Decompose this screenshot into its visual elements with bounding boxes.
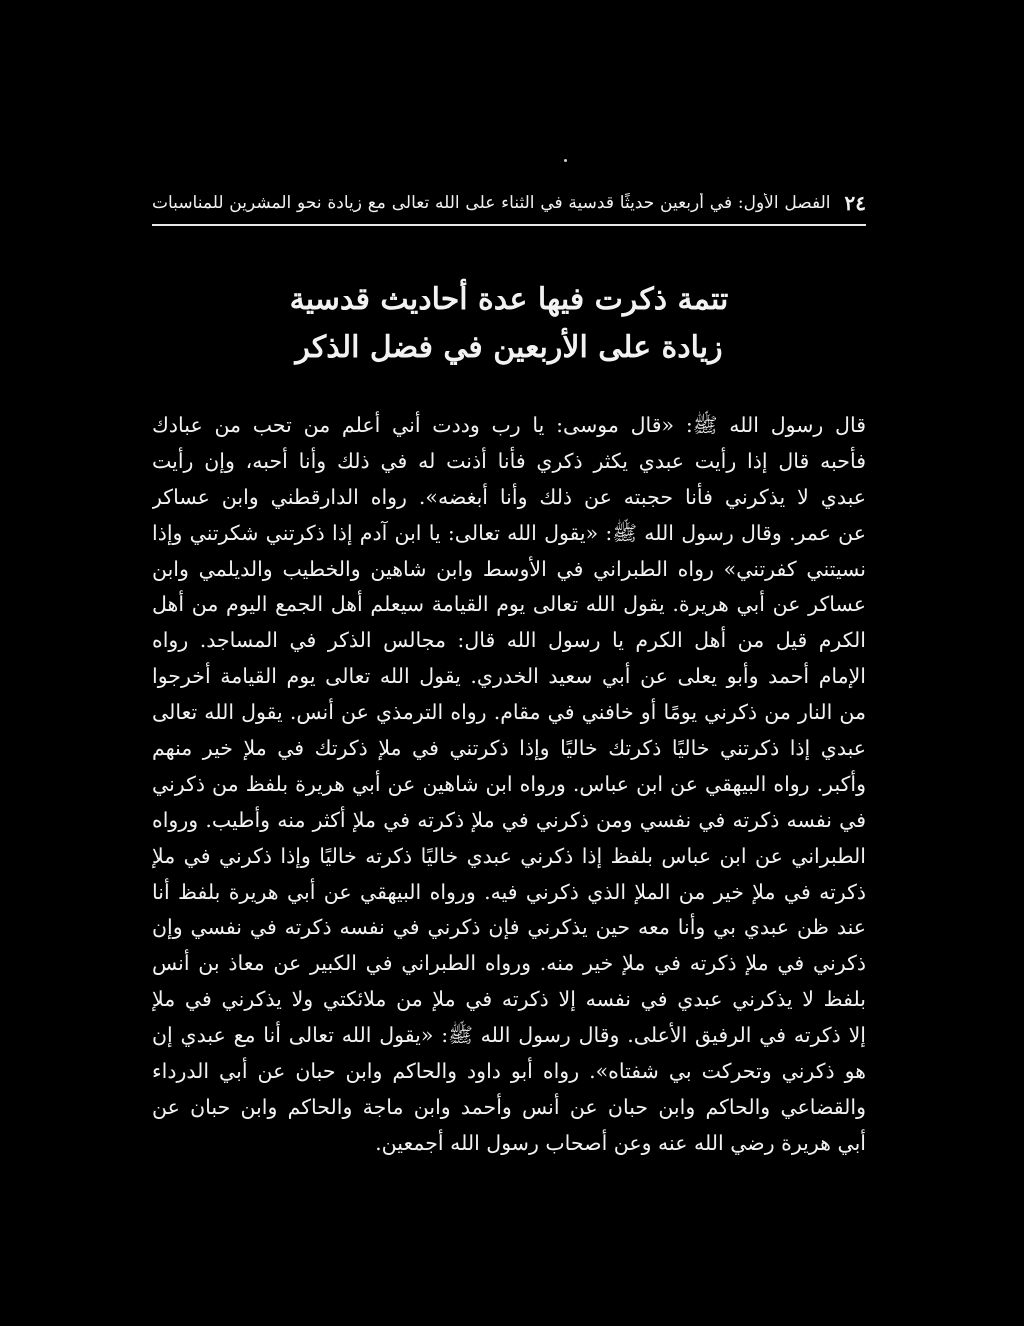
text-line: هو ذكرني وتحركت بي شفتاه». رواه أبو داود والحاكم وابن حبان عن أبي الدرداء xyxy=(152,1059,866,1084)
text-line: إلا ذكرته في الرفيق الأعلى. وقال رسول الله ﷺ: «يقول الله تعالى أنا مع عبدي إن xyxy=(152,1023,866,1048)
text-line: أبي هريرة رضي الله عنه وعن أصحاب رسول الله أجمعين. xyxy=(375,1130,866,1155)
text-line: من النار من ذكرني يومًا أو خافني في مقام. رواه الترمذي عن أنس. يقول الله تعالى xyxy=(152,700,866,725)
text-line: عند ظن عبدي بي وأنا معه حين يذكرني فإن ذكرني في نفسه ذكرته في نفسي وإن xyxy=(152,915,866,940)
text-line: وأكبر. رواه البيهقي عن ابن عباس. ورواه ابن شاهين عن أبي هريرة بلفظ من ذكرني xyxy=(152,771,866,796)
running-title: الفصل الأول: في أربعين حديثًا قدسية في الثناء على الله تعالى مع زيادة نحو المشرين للمناسبات xyxy=(152,193,831,213)
text-line: عبدي إذا ذكرتني خاليًا ذكرتك خاليًا وإذا ذكرتني في ملإ ذكرتك في ملإ خير منهم xyxy=(152,736,866,761)
text-line: الكرم قيل من أهل الكرم يا رسول الله قال: مجالس الذكر في المساجد. رواه xyxy=(152,628,866,653)
text-line: الإمام أحمد وأبو يعلى عن أبي سعيد الخدري. يقول الله تعالى يوم القيامة أخرجوا xyxy=(152,664,866,689)
text-line: عبدي لا يذكرني فأنا حجبته عن ذلك وأنا أبغضه». رواه الدارقطني وابن عساكر xyxy=(152,484,866,509)
text-line: ذكرني في ملإ ذكرته في ملإ خير منه. ورواه الطبراني في الكبير عن معاذ بن أنس xyxy=(152,951,866,976)
text-line: نسيتني كفرتني» رواه الطبراني في الأوسط وابن شاهين والخطيب والديلمي وابن xyxy=(152,556,866,581)
body-text xyxy=(152,408,866,1162)
text-line: ذكرته في ملإ خير من الملإ الذي ذكرني فيه. ورواه البيهقي عن أبي هريرة بلفظ أنا xyxy=(152,879,866,904)
text-line: في نفسه ذكرته في نفسي ومن ذكرني في ملإ ذكرته في ملإ أكثر منه وأطيب. ورواه xyxy=(152,807,866,832)
text-line: الطبراني عن ابن عباس بلفظ إذا ذكرني عبدي خاليًا ذكرته خاليًا وإذا ذكرني في ملإ xyxy=(152,843,866,868)
running-header xyxy=(152,188,866,218)
text-line: عساكر عن أبي هريرة. يقول الله تعالى يوم القيامة سيعلم أهل الجمع اليوم من أهل xyxy=(152,592,866,617)
scan-speck xyxy=(564,159,567,162)
header-rule xyxy=(152,224,866,226)
text-line: فأحبه قال إذا رأيت عبدي يكثر ذكري فأنا أذنت له في ذلك وأنا أحبه، وإن رأيت xyxy=(152,448,866,473)
text-line: عن عمر. وقال رسول الله ﷺ: «يقول الله تعالى: يا ابن آدم إذا ذكرتني شكرتني وإذا xyxy=(152,520,866,545)
page-number: ٢٤ xyxy=(844,191,866,215)
text-line: بلفظ لا يذكرني عبدي في نفسه إلا ذكرته في ملإ من ملائكتي ولا يذكرني في ملإ xyxy=(152,987,866,1012)
chapter-title-line-2: زيادة على الأربعين في فضل الذكر xyxy=(295,330,723,365)
chapter-title-line-1: تتمة ذكرت فيها عدة أحاديث قدسية xyxy=(289,282,729,317)
text-line: قال رسول الله ﷺ: «قال موسى: يا رب وددت أني أعلم من تحب من عبادك xyxy=(152,413,866,437)
text-line: والقضاعي والحاكم وابن حبان عن أنس وأحمد وابن ماجة والحاكم وابن حبان عن xyxy=(152,1094,866,1119)
